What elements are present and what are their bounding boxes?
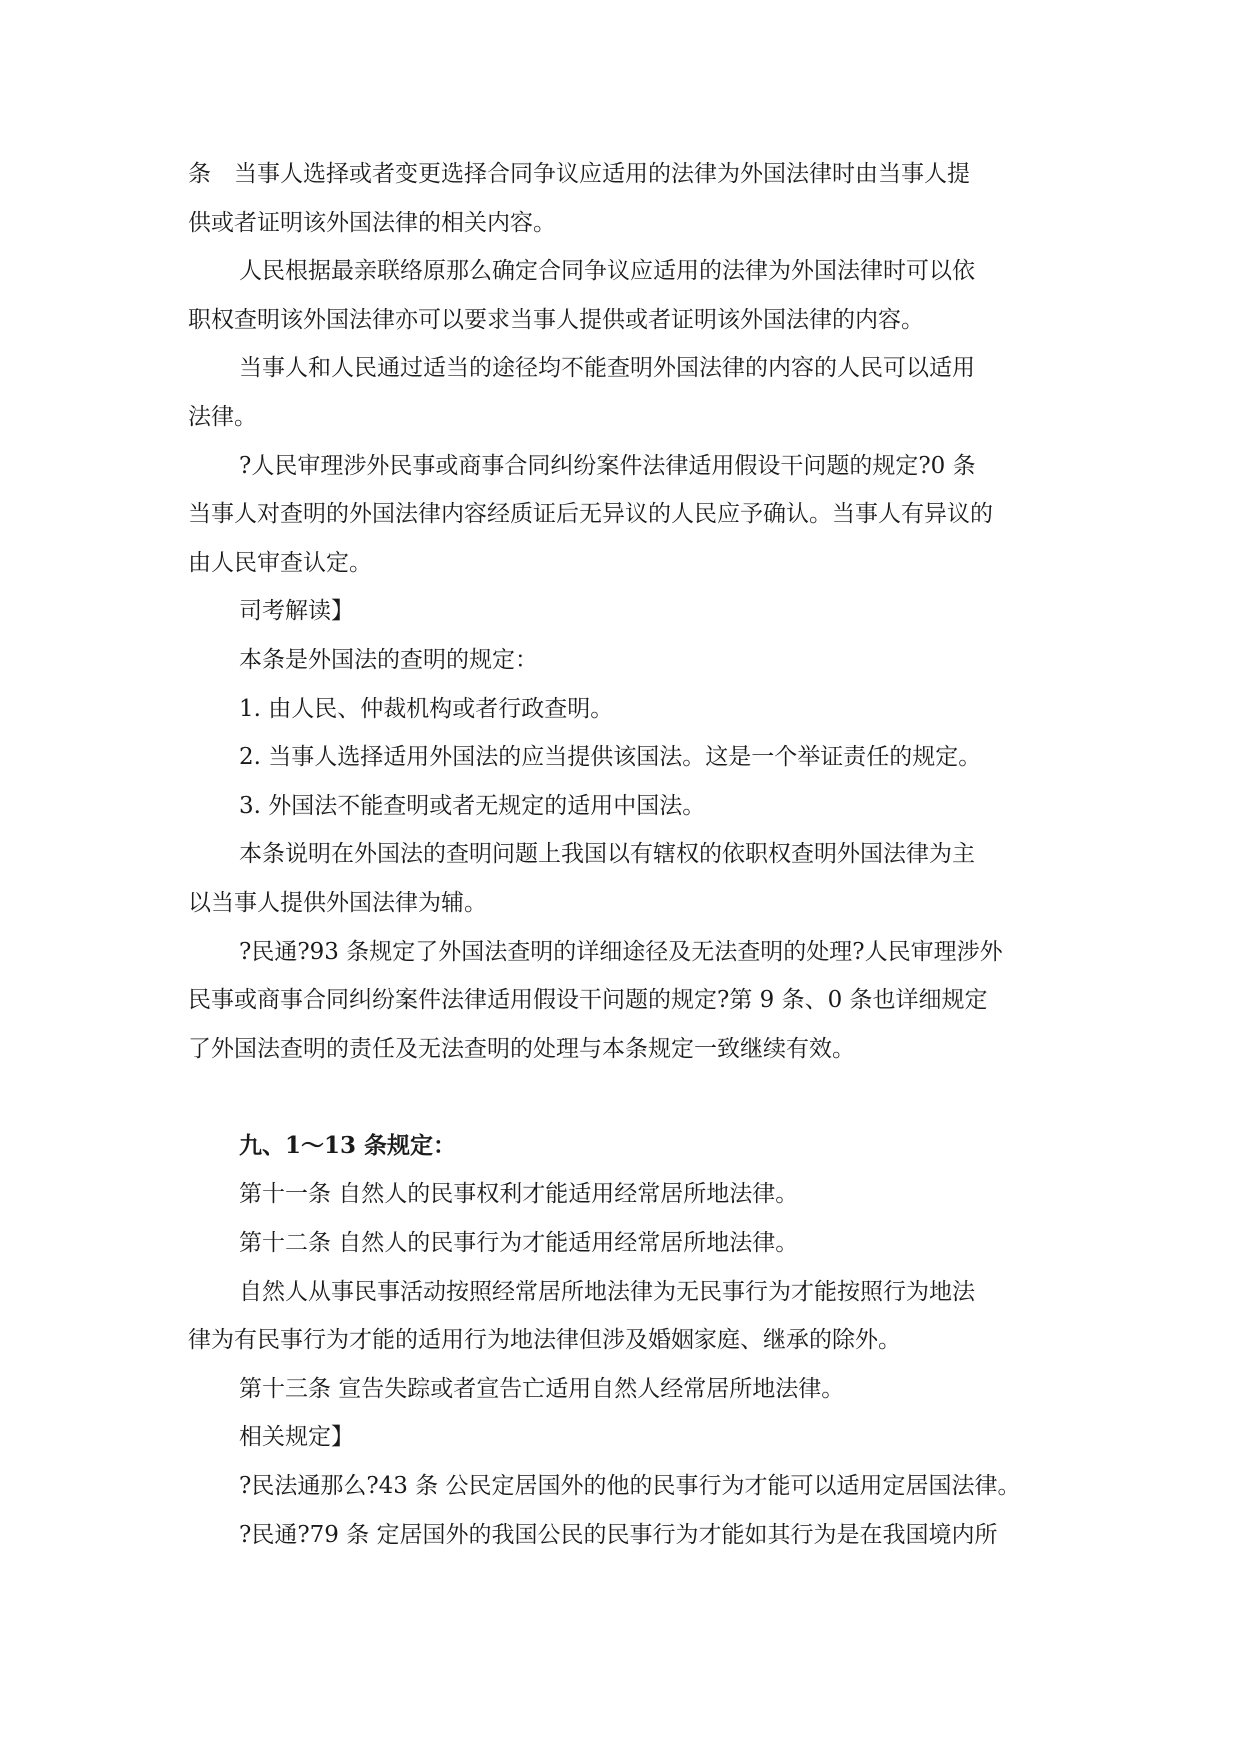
article-line: 第十三条 宣告失踪或者宣告亡适用自然人经常居所地法律。 bbox=[239, 1375, 845, 1402]
text-line: ?民通?93 条规定了外国法查明的详细途径及无法查明的处理?人民审理涉外 bbox=[239, 938, 1003, 965]
chapter-heading: 九、1～13 条规定： bbox=[239, 1131, 457, 1159]
list-item: 1. 由人民、仲裁机构或者行政查明。 bbox=[239, 695, 614, 722]
article-line: 第十二条 自然人的民事行为才能适用经常居所地法律。 bbox=[239, 1230, 799, 1257]
text-line: 当事人和人民通过适当的途径均不能查明外国法律的内容的人民可以适用 bbox=[239, 355, 975, 382]
text-line: ?民法通那么?43 条 公民定居国外的他的民事行为才能可以适用定居国法律。 bbox=[239, 1473, 1021, 1500]
text-line: 律为有民事行为才能的适用行为地法律但涉及婚姻家庭、继承的除外。 bbox=[188, 1327, 901, 1354]
text-line: 本条说明在外国法的查明问题上我国以有辖权的依职权查明外国法律为主 bbox=[239, 841, 975, 868]
section-heading: 相关规定】 bbox=[239, 1424, 354, 1451]
text-line: 了外国法查明的责任及无法查明的处理与本条规定一致继续有效。 bbox=[188, 1035, 855, 1062]
list-item: 2. 当事人选择适用外国法的应当提供该国法。这是一个举证责任的规定。 bbox=[239, 744, 982, 771]
text-line: 法律。 bbox=[188, 403, 257, 430]
text-line: 供或者证明该外国法律的相关内容。 bbox=[188, 209, 556, 236]
text-line: ?民通?79 条 定居国外的我国公民的民事行为才能如其行为是在我国境内所 bbox=[239, 1521, 998, 1548]
text-line: 人民根据最亲联络原那么确定合同争议应适用的法律为外国法律时可以依 bbox=[239, 258, 975, 285]
list-item: 3. 外国法不能查明或者无规定的适用中国法。 bbox=[239, 792, 706, 819]
text-line: 以当事人提供外国法律为辅。 bbox=[188, 889, 487, 916]
text-line: 民事或商事合同纠纷案件法律适用假设干问题的规定?第 9 条、0 条也详细规定 bbox=[188, 987, 988, 1014]
text-line: 本条是外国法的查明的规定： bbox=[239, 646, 538, 673]
text-line: ?人民审理涉外民事或商事合同纠纷案件法律适用假设干问题的规定?0 条 bbox=[239, 452, 976, 479]
text-line: 当事人对查明的外国法律内容经质证后无异议的人民应予确认。当事人有异议的 bbox=[188, 501, 993, 528]
text-line: 职权查明该外国法律亦可以要求当事人提供或者证明该外国法律的内容。 bbox=[188, 306, 924, 333]
document-body bbox=[188, 150, 1058, 1559]
text-line: 自然人从事民事活动按照经常居所地法律为无民事行为才能按照行为地法 bbox=[239, 1278, 975, 1305]
article-line: 第十一条 自然人的民事权利才能适用经常居所地法律。 bbox=[239, 1181, 799, 1208]
text-line: 条 当事人选择或者变更选择合同争议应适用的法律为外国法律时由当事人提 bbox=[188, 161, 970, 187]
section-heading: 司考解读】 bbox=[239, 598, 354, 625]
paragraph-gap bbox=[188, 1073, 1058, 1122]
text-line: 由人民审查认定。 bbox=[188, 549, 372, 576]
